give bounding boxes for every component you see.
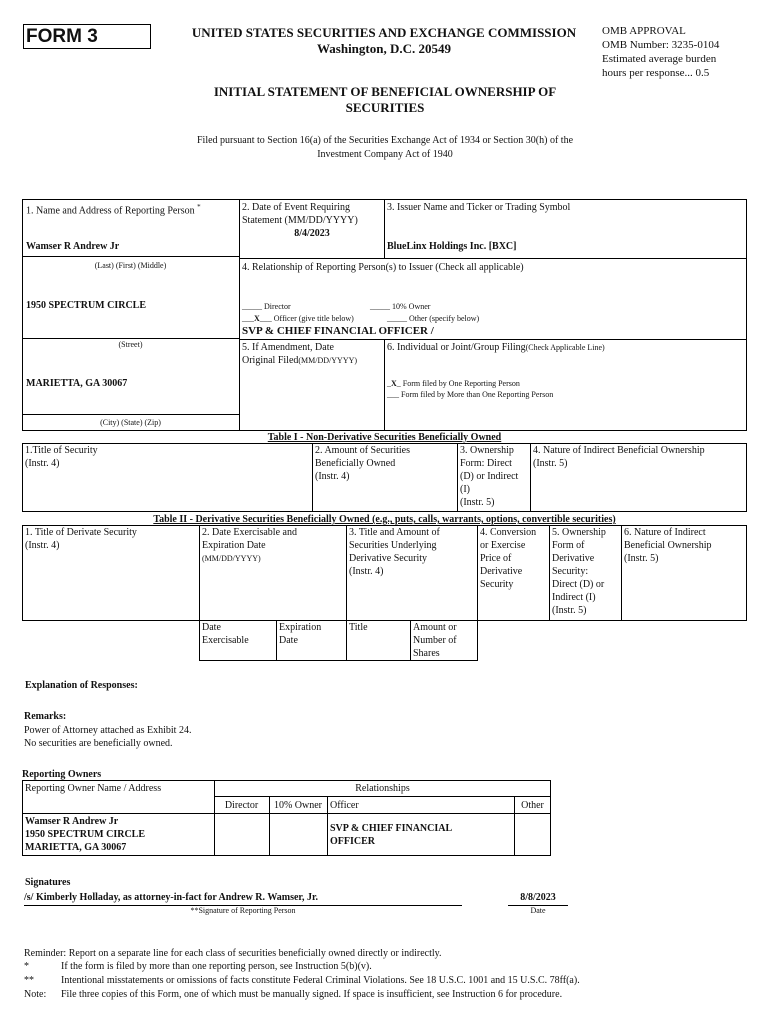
line1-prefix: _ bbox=[387, 379, 391, 388]
form-title-line: INITIAL STATEMENT OF BENEFICIAL OWNERSHIP OF bbox=[213, 84, 557, 99]
box2-label-line: Statement (MM/DD/YYYY) bbox=[242, 215, 358, 226]
reporting-person-name: Wamser R Andrew Jr bbox=[26, 241, 120, 252]
table1-col4-header bbox=[533, 444, 705, 470]
header-line: Date bbox=[202, 622, 221, 633]
owner-name-line: Wamser R Andrew Jr bbox=[25, 816, 119, 827]
owner-row-officer bbox=[330, 822, 452, 848]
table2-col2-header bbox=[202, 526, 297, 565]
multiple-reporting-persons-option: ___ Form filed by More than One Reporting Person bbox=[387, 390, 554, 399]
header-line: 6. Nature of Indirect bbox=[624, 527, 706, 538]
header-line: Form: Direct bbox=[460, 458, 512, 469]
officer-check-mark: X bbox=[254, 314, 260, 323]
form-label: FORM 3 bbox=[26, 26, 98, 47]
omb-line: OMB APPROVAL bbox=[602, 25, 686, 37]
box5-label bbox=[242, 341, 357, 367]
remarks-text bbox=[24, 724, 191, 750]
filed-pursuant-line: Filed pursuant to Section 16(a) of the Securities Exchange Act of 1934 or Section 30(h) of the bbox=[196, 135, 574, 146]
box2-label-line: 2. Date of Event Requiring bbox=[242, 202, 351, 213]
box6-label-text: 6. Individual or Joint/Group Filing bbox=[387, 342, 526, 353]
header-line: Exercisable bbox=[202, 635, 249, 646]
issuer-name: BlueLinx Holdings Inc. [BXC] bbox=[387, 241, 517, 252]
header-line: Amount or bbox=[413, 622, 457, 633]
header-line: 4. Conversion bbox=[480, 527, 537, 538]
owner-name-line: MARIETTA, GA 30067 bbox=[25, 842, 127, 853]
owner-name-line: 1950 SPECTRUM CIRCLE bbox=[25, 829, 146, 840]
header-line: Derivative Security bbox=[349, 553, 428, 564]
line1-check-mark: X bbox=[391, 379, 397, 388]
agency-name: UNITED STATES SECURITIES AND EXCHANGE COMMISSION bbox=[191, 25, 577, 40]
box4-label: 4. Relationship of Reporting Person(s) to Issuer (Check all applicable) bbox=[242, 262, 524, 273]
header-line: or Exercise bbox=[480, 540, 526, 551]
table1-col3-header bbox=[460, 444, 518, 509]
omb-line: OMB Number: 3235-0104 bbox=[602, 39, 720, 51]
remarks-line: Power of Attorney attached as Exhibit 24. bbox=[24, 725, 192, 736]
header-line: Beneficially Owned bbox=[315, 458, 396, 469]
header-line: 4. Nature of Indirect Beneficial Ownership bbox=[533, 445, 705, 456]
header-line: Number of bbox=[413, 635, 457, 646]
remarks-heading: Remarks: bbox=[24, 711, 67, 722]
header-line: Derivative bbox=[552, 553, 595, 564]
table1-col1-header bbox=[25, 444, 98, 470]
sub-header-date-exercisable bbox=[202, 621, 249, 647]
header-line: Securities Underlying bbox=[349, 540, 437, 551]
officer-line: OFFICER bbox=[330, 836, 375, 847]
sub-header-amount bbox=[413, 621, 457, 660]
header-line: Direct (D) or bbox=[552, 579, 605, 590]
box2-label bbox=[242, 201, 358, 227]
officer-title: SVP & CHIEF FINANCIAL OFFICER / bbox=[242, 325, 434, 337]
box5-format: (MM/DD/YYYY) bbox=[298, 356, 358, 365]
city-caption: (City) (State) (Zip) bbox=[100, 418, 161, 427]
header-line: (Instr. 4) bbox=[315, 471, 350, 482]
header-line: 3. Ownership bbox=[460, 445, 514, 456]
header-line: (D) or Indirect bbox=[460, 471, 519, 482]
other-option: _____ Other (specify below) bbox=[387, 314, 480, 323]
table2-title: Table II - Derivative Securities Beneficially Owned (e.g., puts, calls, warrants, options, convertible securities) bbox=[153, 514, 616, 525]
header-line: (Instr. 5) bbox=[552, 605, 587, 616]
reporting-person-street: 1950 SPECTRUM CIRCLE bbox=[26, 300, 147, 311]
other-col-header: Other bbox=[521, 800, 544, 811]
header-line: 2. Date Exercisable and bbox=[202, 527, 297, 538]
table2-col4-header bbox=[480, 526, 536, 591]
table1-title: Table I - Non-Derivative Securities Beneficially Owned bbox=[267, 432, 502, 443]
officer-col-header: Officer bbox=[330, 800, 359, 811]
header-format: (MM/DD/YYYY) bbox=[202, 554, 261, 563]
date-caption: Date bbox=[530, 906, 546, 915]
header-line: Indirect (I) bbox=[552, 592, 596, 603]
footnote-text: File three copies of this Form, one of which must be manually signed. If space is insufficient, see Instruction 6 for procedure. bbox=[61, 989, 563, 1000]
reminder-text: Reminder: Report on a separate line for each class of securities beneficially owned directly or indirectly. bbox=[24, 948, 442, 959]
table2-col5-header bbox=[552, 526, 606, 617]
header-line: Derivative bbox=[480, 566, 523, 577]
header-line: Expiration Date bbox=[202, 540, 266, 551]
signatures-heading: Signatures bbox=[25, 877, 71, 888]
box3-label: 3. Issuer Name and Ticker or Trading Symbol bbox=[387, 202, 571, 213]
sub-header-title: Title bbox=[349, 622, 368, 633]
relationships-col-header: Relationships bbox=[355, 783, 410, 794]
omb-approval bbox=[602, 24, 719, 80]
header-line: (Instr. 4) bbox=[349, 566, 384, 577]
box1-label-text: 1. Name and Address of Reporting Person bbox=[26, 205, 195, 217]
header-line: (Instr. 5) bbox=[533, 458, 568, 469]
line1-text: _ Form filed by One Reporting Person bbox=[396, 379, 520, 388]
name-caption: (Last) (First) (Middle) bbox=[94, 261, 167, 270]
header-line: Shares bbox=[413, 648, 440, 659]
footnote-mark: ** bbox=[24, 975, 34, 986]
header-line: (I) bbox=[460, 484, 470, 495]
owner-row-name bbox=[25, 815, 145, 854]
omb-line: hours per response... 0.5 bbox=[602, 67, 710, 79]
header-line: (Instr. 5) bbox=[460, 497, 495, 508]
header-line: Security: bbox=[552, 566, 589, 577]
street-caption: (Street) bbox=[118, 340, 143, 349]
signature-date: 8/8/2023 bbox=[520, 892, 556, 903]
footnote-mark: * bbox=[24, 961, 29, 972]
footnote-text: If the form is filed by more than one reporting person, see Instruction 5(b)(v). bbox=[61, 961, 372, 972]
footnote-mark: Note: bbox=[24, 989, 47, 1000]
header-line: (Instr. 4) bbox=[25, 540, 60, 551]
header-line: Beneficial Ownership bbox=[624, 540, 712, 551]
form-title bbox=[150, 84, 620, 116]
header-line: 1. Title of Derivate Security bbox=[25, 527, 137, 538]
director-option: _____ Director bbox=[242, 302, 291, 311]
signature-caption: **Signature of Reporting Person bbox=[190, 906, 296, 915]
box1-label bbox=[26, 201, 201, 217]
header-line: 3. Title and Amount of bbox=[349, 527, 440, 538]
form-title-line: SECURITIES bbox=[345, 100, 425, 115]
sub-header-expiration bbox=[279, 621, 321, 647]
officer-line: SVP & CHIEF FINANCIAL bbox=[330, 823, 453, 834]
box6-label bbox=[387, 341, 605, 354]
header-line: Expiration bbox=[279, 622, 322, 633]
officer-option bbox=[242, 314, 354, 323]
filed-pursuant bbox=[150, 134, 620, 162]
form-label-box bbox=[23, 24, 151, 49]
table1-col2-header bbox=[315, 444, 410, 483]
explanation-heading: Explanation of Responses: bbox=[25, 680, 138, 691]
header-line: (Instr. 4) bbox=[25, 458, 60, 469]
ten-pct-owner-col-header: 10% Owner bbox=[273, 800, 323, 811]
header-line: Security bbox=[480, 579, 514, 590]
header-line: 5. Ownership bbox=[552, 527, 606, 538]
table2-col6-header bbox=[624, 526, 711, 565]
director-col-header: Director bbox=[224, 800, 259, 811]
table2-col3-header bbox=[349, 526, 440, 578]
filed-pursuant-line: Investment Company Act of 1940 bbox=[317, 149, 453, 160]
header-line: Form of bbox=[552, 540, 585, 551]
reporting-owners-heading: Reporting Owners bbox=[22, 769, 102, 780]
remarks-line: No securities are beneficially owned. bbox=[24, 738, 173, 749]
event-date: 8/4/2023 bbox=[294, 228, 330, 239]
one-reporting-person-option bbox=[387, 379, 520, 388]
reporting-person-city: MARIETTA, GA 30067 bbox=[26, 378, 128, 389]
omb-line: Estimated average burden bbox=[602, 53, 717, 65]
officer-prefix: ___ bbox=[242, 314, 254, 323]
ten-pct-owner-option: _____ 10% Owner bbox=[370, 302, 431, 311]
box6-hint: (Check Applicable Line) bbox=[525, 343, 605, 352]
box5-label-line: 5. If Amendment, Date bbox=[242, 342, 334, 353]
agency-location: Washington, D.C. 20549 bbox=[317, 41, 451, 56]
box1-star: * bbox=[197, 203, 201, 211]
table2-col1-header bbox=[25, 526, 137, 552]
owner-name-col-header: Reporting Owner Name / Address bbox=[25, 783, 162, 794]
header-line: 1.Title of Security bbox=[25, 445, 98, 456]
officer-suffix: ___ Officer (give title below) bbox=[259, 314, 354, 323]
box5-label-line: Original Filed bbox=[242, 355, 299, 366]
signer-name: /s/ Kimberly Holladay, as attorney-in-fact for Andrew R. Wamser, Jr. bbox=[24, 892, 318, 903]
header-line: Price of bbox=[480, 553, 512, 564]
header-line: Date bbox=[279, 635, 298, 646]
header-line: 2. Amount of Securities bbox=[315, 445, 410, 456]
footnote-text: Intentional misstatements or omissions of facts constitute Federal Criminal Violations. See 18 U.S.C. 1001 and 15 U.S.C. 78ff(a). bbox=[61, 975, 580, 986]
header-line: (Instr. 5) bbox=[624, 553, 659, 564]
